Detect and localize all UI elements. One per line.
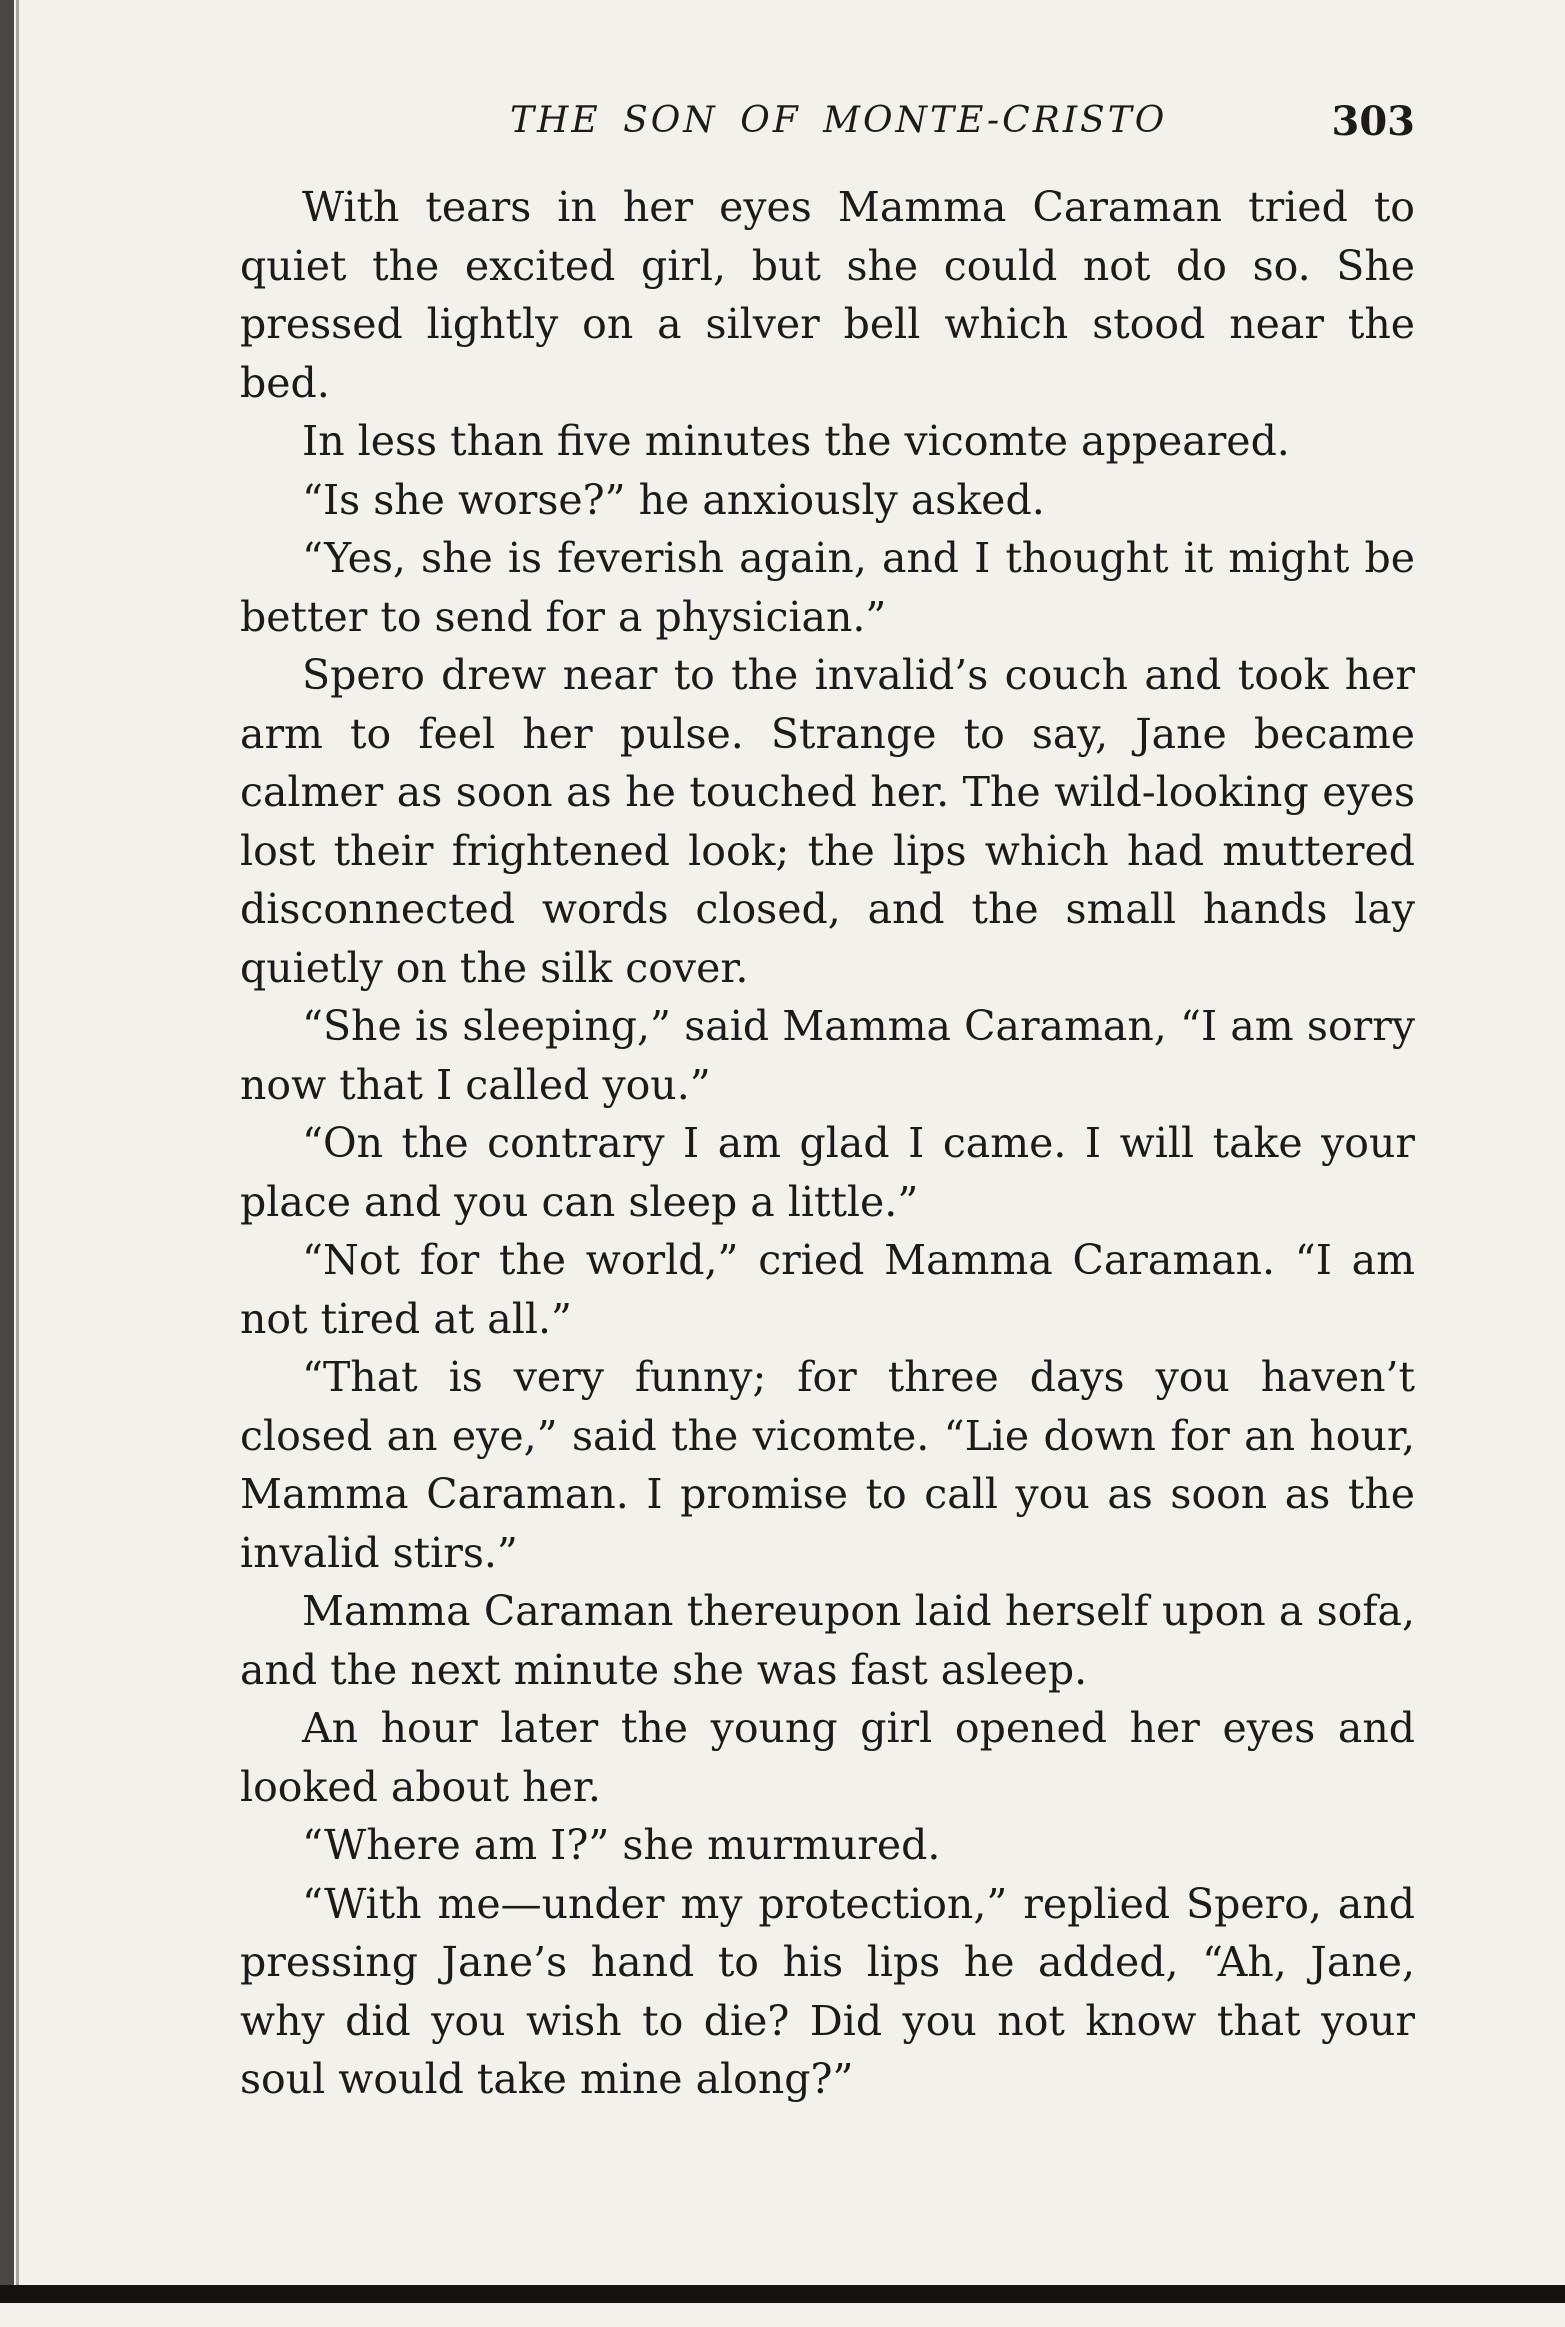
paragraph: “With me—under my protection,” replied Spero, and pressing Jane’s hand to his lips he added, “Ah, Jane, why did you wish to die? Did you not know that your soul would take mine along?”	[240, 1879, 1415, 2103]
paragraph: Spero drew near to the invalid’s couch and took her arm to feel her pulse. Strange to say, Jane became calmer as soon as he touched her. The wild-looking eyes lost their frightened look; the lips which had muttered disconnected words closed, and the small hands lay quietly on the silk cover.	[240, 651, 1415, 992]
paragraph: Mamma Caraman thereupon laid herself upon a sofa, and the next minute she was fast asleep.	[240, 1587, 1415, 1694]
page-header	[240, 92, 1415, 152]
paragraph: “Not for the world,” cried Mamma Caraman. “I am not tired at all.”	[240, 1236, 1415, 1343]
page-binding-edge	[0, 0, 14, 2290]
page-binding-shadow	[16, 0, 19, 2290]
paragraph: “That is very funny; for three days you haven’t closed an eye,” said the vicomte. “Lie down for an hour, Mamma Caraman. I promise to call you as soon as the invalid stirs.”	[240, 1353, 1415, 1577]
paragraph: “Is she worse?” he anxiously asked.	[302, 475, 1045, 524]
paragraph: In less than five minutes the vicomte appeared.	[302, 417, 1290, 465]
paragraph: “Where am I?” she murmured.	[302, 1821, 941, 1869]
paragraph: “She is sleeping,” said Mamma Caraman, “I am sorry now that I called you.”	[240, 1002, 1415, 1109]
paragraph: An hour later the young girl opened her eyes and looked about her.	[240, 1704, 1415, 1811]
body-text	[240, 178, 1415, 2109]
paragraph: “On the contrary I am glad I came. I will take your place and you can sleep a little.”	[240, 1119, 1415, 1226]
paragraph: “Yes, she is feverish again, and I thought it might be better to send for a physician.”	[240, 534, 1415, 641]
page-number: 303	[1331, 98, 1415, 145]
running-title: THE SON OF MONTE-CRISTO	[510, 100, 1168, 141]
bottom-scan-border	[0, 2285, 1565, 2303]
paragraph: With tears in her eyes Mamma Caraman tried to quiet the excited girl, but she could not do so. She pressed lightly on a silver bell which stood near the bed.	[240, 183, 1415, 407]
